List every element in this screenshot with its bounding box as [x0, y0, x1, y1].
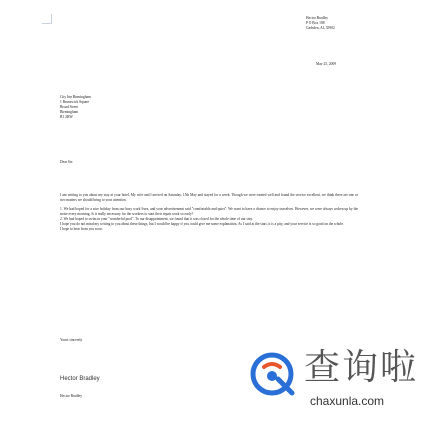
- sender-line: Gadsden, AL 35902: [306, 26, 335, 30]
- signature-small: Hector Bradley: [60, 394, 83, 398]
- body-paragraph: 1. We had hoped for a nice holiday from our busy work lives, and your advertisement said "comfortable and quiet". We want to have a chance to enjoy ourselves. However, we were always woken up by the noise every morning. Is it really necessary for the workers to start their repair work so early?: [60, 207, 358, 216]
- body-paragraph: I hope you do not mind my writing to you about these things, but I would be happy if you could give me some explanation. As I said at the start, it is a pity, and your service is so good on the whole.: [60, 222, 344, 226]
- sender-address: [306, 16, 376, 31]
- body-paragraph: I am writing to you about my stay at your hotel. My wife and I arrived on Saturday, 15th May and stayed for a week. Though we were treated well and found the service excellent, we think there are one or two matters we should bring to your attention.: [60, 193, 358, 202]
- letter-date: May 25, 2009: [316, 62, 337, 66]
- body-paragraph: 2. We had hoped to swim in your "wonderful pool". To our disappointment, we found that it was closed for the whole time of our stay.: [60, 217, 253, 221]
- recipient-line: Broad Street: [60, 105, 79, 109]
- signature-name: Hector Bradley: [60, 376, 100, 382]
- watermark-url: chaxunla.com: [310, 394, 385, 408]
- recipient-address: [60, 95, 91, 120]
- recipient-line: Birmingham: [60, 110, 79, 114]
- letter-body: [60, 193, 358, 232]
- page-corner-mark: [42, 14, 52, 24]
- body-paragraph: I hope to hear from you soon.: [60, 227, 103, 231]
- closing: Yours sincerely: [60, 338, 83, 342]
- recipient-line: B1 2HW: [60, 115, 73, 119]
- sender-line: P O Box 188: [306, 21, 325, 25]
- recipient-line: 1 Brunswick Square: [60, 100, 90, 104]
- watermark-chinese-text: 查询啦: [304, 347, 419, 388]
- sender-line: Hector Bradley: [306, 16, 329, 20]
- recipient-line: City Inn Birmingham: [60, 95, 91, 99]
- salutation: Dear Sir:: [60, 160, 74, 164]
- watermark-logo-icon: [248, 351, 300, 397]
